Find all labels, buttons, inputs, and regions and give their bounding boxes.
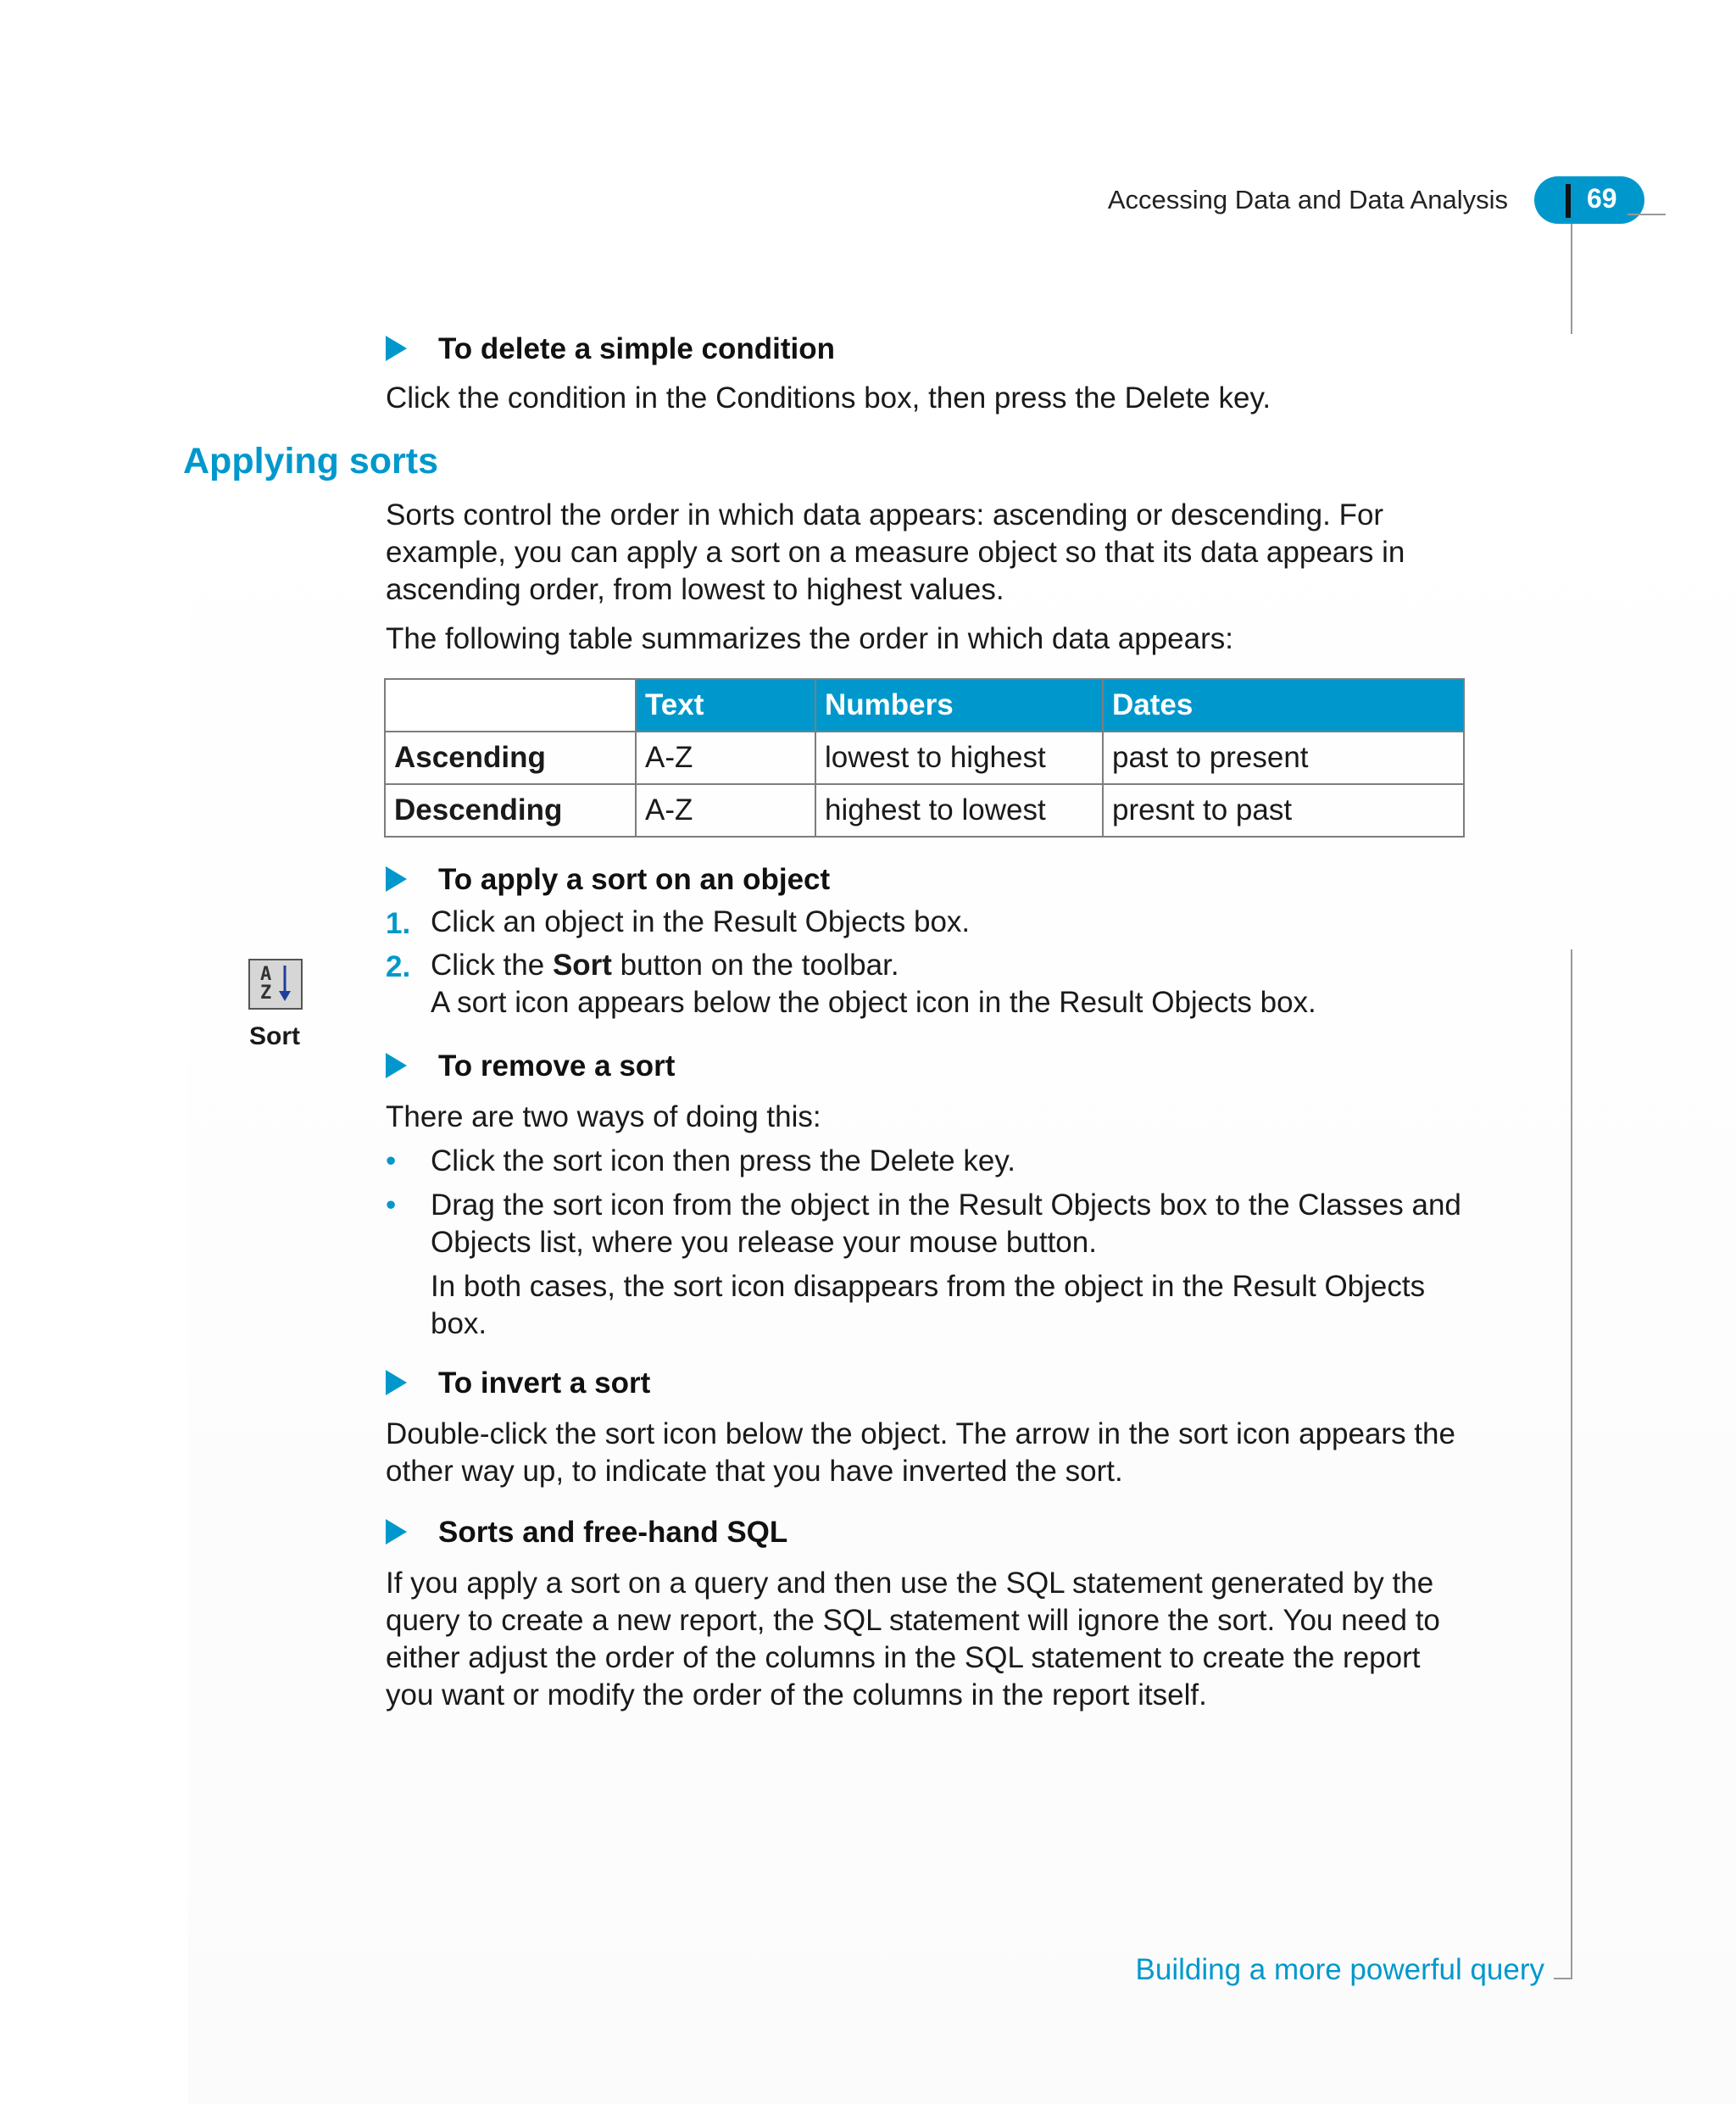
step-number: 1. [386,907,411,940]
table-cell: A-Z [636,732,815,784]
table-row-header: Descending [385,784,636,837]
procedure-heading-delete-condition [386,332,835,366]
sort-order-table [384,678,1465,838]
footer-chapter-title: Building a more powerful query [1135,1953,1544,1986]
page-number-tab [1534,176,1644,224]
procedure-arrow-icon [386,336,407,361]
bullet-marker: • [386,1144,397,1177]
list-item: Drag the sort icon from the object in the Result Objects box to the Classes and Objects list, where you release your mouse button. [431,1188,1461,1259]
table-cell: A-Z [636,784,815,837]
invert-sort-text: Double-click the sort icon below the object. The arrow in the sort icon appears the other way up, to indicate that you have inverted the sort. [386,1417,1455,1488]
procedure-heading-freehand-sql [386,1516,787,1550]
table-header-cell: Numbers [815,679,1103,732]
table-header-row [385,679,1464,732]
table-header-cell: Text [636,679,815,732]
table-cell: lowest to highest [815,732,1103,784]
bullet-marker: • [386,1188,397,1222]
step-text [431,947,1465,984]
list-item: Click the sort icon then press the Delete key. [431,1144,1015,1177]
procedure-arrow-icon [386,1053,407,1078]
sort-arrow-icon [278,966,292,1003]
procedure-heading-invert-sort [386,1366,650,1400]
remove-sort-note: In both cases, the sort icon disappears from the object in the Result Objects box. [431,1270,1426,1340]
step-text-bold: Sort [552,949,612,982]
procedure-heading-text: To delete a simple condition [438,332,836,365]
section-intro: Sorts control the order in which data appears: ascending or descending. For example, you can apply a sort on a measure object so that its data appears in ascending order, from lowest to highest values. [386,498,1405,606]
sort-icon [248,959,303,1010]
table-row [385,732,1464,784]
section-title: Applying sorts [183,441,439,481]
table-intro: The following table summarizes the order in which data appears: [386,622,1233,655]
procedure-heading-remove-sort [386,1049,675,1083]
table-row [385,784,1464,837]
table-header-cell: Dates [1103,679,1464,732]
running-head: Accessing Data and Data Analysis [1107,185,1508,214]
step-text-pre: Click the [431,949,553,982]
sort-icon-letters: A Z [260,964,272,1004]
delete-condition-text: Click the condition in the Conditions box, then press the Delete key. [386,381,1271,415]
table-cell: highest to lowest [815,784,1103,837]
procedure-heading-text: To apply a sort on an object [438,863,831,896]
footer-rule [1554,1978,1572,1979]
procedure-heading-text: To remove a sort [438,1049,676,1083]
procedure-arrow-icon [386,1519,407,1545]
header-rule [1628,214,1666,215]
sort-icon-label: Sort [249,1022,300,1050]
table-row-header: Ascending [385,732,636,784]
table-header-cell [385,679,636,732]
table-cell: presnt to past [1103,784,1464,837]
procedure-heading-text: Sorts and free-hand SQL [438,1516,788,1549]
margin-rule-top [1571,224,1572,334]
procedure-heading-text: To invert a sort [438,1366,651,1400]
procedure-arrow-icon [386,1370,407,1395]
page-tab-marker [1566,184,1571,218]
step-text-post: button on the toolbar. [611,949,899,982]
procedure-heading-apply-sort [386,863,830,897]
step-text: Click an object in the Result Objects box. [431,905,971,938]
page-number: 69 [1587,183,1617,214]
table-cell: past to present [1103,732,1464,784]
remove-sort-intro: There are two ways of doing this: [386,1100,821,1133]
freehand-sql-text: If you apply a sort on a query and then use the SQL statement generated by the query to create a new report, the SQL statement will ignore the sort. You need to either adjust the order of the columns in the SQL statement to create the report you want or modify the order of the columns in the report itself. [386,1567,1440,1712]
step-result: A sort icon appears below the object icon in the Result Objects box. [431,986,1316,1019]
step-number: 2. [386,950,411,983]
procedure-arrow-icon [386,866,407,892]
margin-rule-bottom [1571,949,1572,1979]
